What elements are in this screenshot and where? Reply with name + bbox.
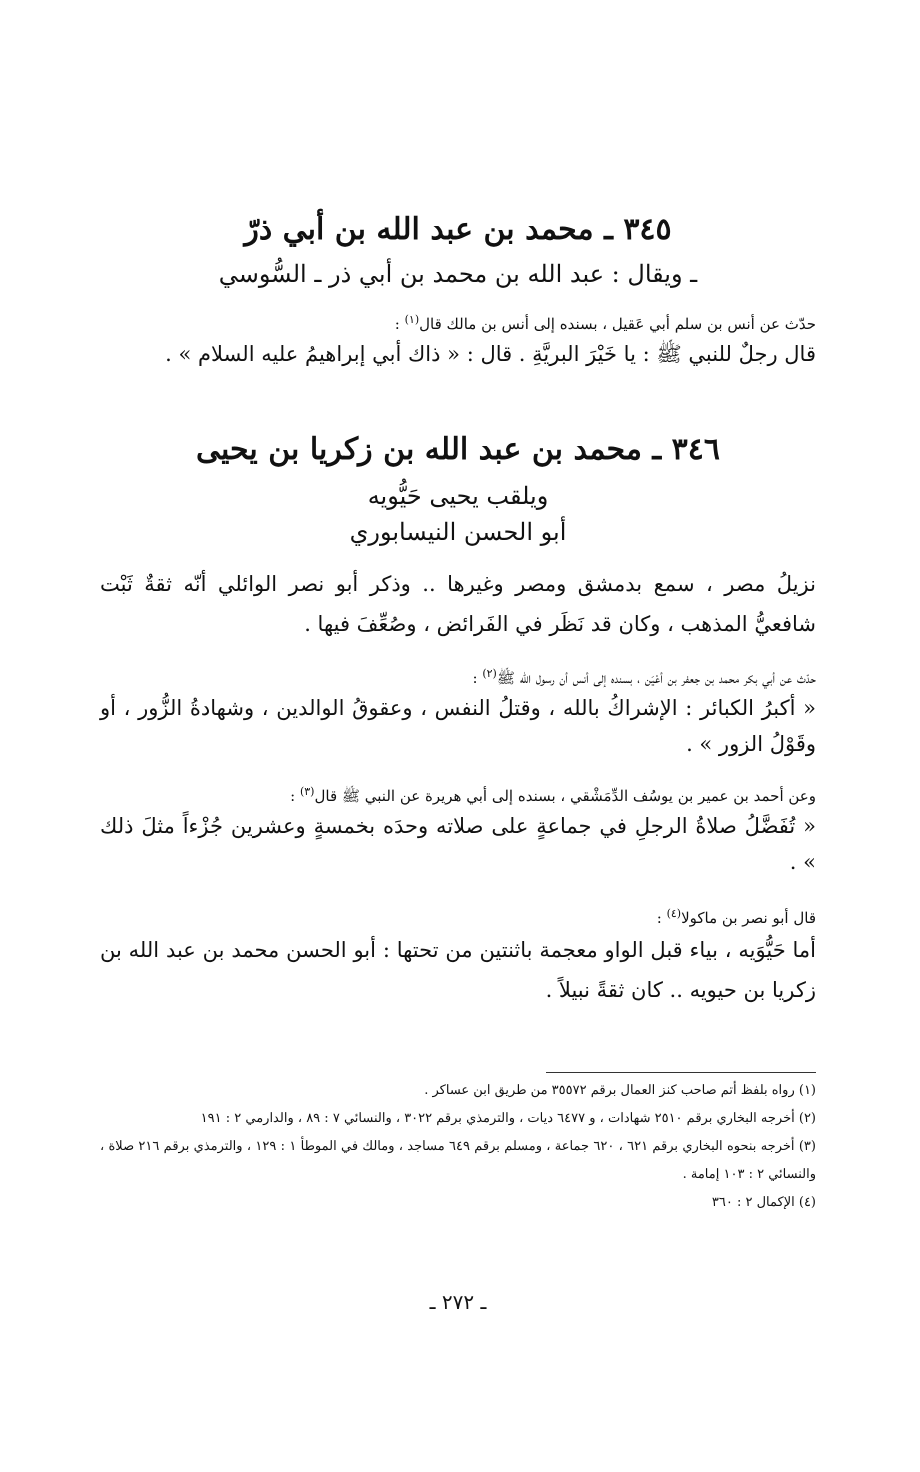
- entry-346-hadith-1-text: « أكبرُ الكبائر : الإشراكُ بالله ، وقتلُ النفس ، وعقوقُ الوالدين ، وشهادةُ الزُّور ، أو وقَوْلُ الزور » .: [100, 696, 816, 756]
- footnote-2: (٢) أخرجه البخاري برقم ٢٥١٠ شهادات ، و ٦٤٧٧ ديات ، والترمذي برقم ٣٠٢٢ ، والنسائي ٧ : ٨٩ ، والدارمي ٢ : ١٩١: [200, 1111, 816, 1126]
- entry-346-hadith-2-text: « تُفَضَّلُ صلاةُ الرجلِ في جماعةٍ على صلاته وحدَه بخمسةٍ وعشرين جُزْءاً مثلَ ذلك » .: [100, 814, 816, 874]
- makula-intro-text: قال أبو نصر بن ماكولا: [681, 909, 816, 927]
- footnotes: [100, 1072, 816, 1217]
- entry-346-hadith-1-intro: [100, 662, 816, 690]
- footnote-ref-1: (١): [404, 313, 420, 326]
- makula-intro-end: :: [656, 909, 667, 927]
- entry-346-subtitle-1: ويلقب يحيى حَيُّويه: [367, 482, 549, 510]
- footnote-divider: [546, 1072, 816, 1073]
- entry-346-makula-intro: [100, 902, 816, 930]
- hadith-intro-text: وعن أحمد بن عمير بن يوسُف الدِّمَشْقي ، بسنده إلى أبي هريرة عن النبي ﷺ قال: [314, 787, 816, 805]
- footnote-ref-3: (٣): [299, 785, 315, 798]
- hadith-intro-text: حدّث عن أبي بكر محمد بن جعفر بن أعْيَن ، بسنده إلى أنس أن رسول الله ﷺ: [496, 669, 816, 687]
- hadith-intro-end: :: [394, 315, 405, 333]
- entry-346-hadith-2-intro: [100, 780, 816, 808]
- hadith-intro-end: :: [472, 669, 483, 687]
- entry-346-title: ٣٤٦ ـ محمد بن عبد الله بن زكريا بن يحيى: [196, 432, 720, 467]
- footnote-ref-2: (٢): [482, 667, 497, 680]
- entry-346-subtitle-2: أبو الحسن النيسابوري: [349, 518, 567, 546]
- entry-345-hadith-text: قال رجلٌ للنبي ﷺ : يا خَيْرَ البريَّةِ . قال : « ذاك أبي إبراهيمُ عليه السلام » .: [165, 342, 816, 366]
- entry-346: [100, 430, 816, 1010]
- page-number: ـ ٢٧٢ ـ: [429, 1290, 487, 1314]
- book-page: [100, 190, 816, 1340]
- entry-345-subtitle: ـ ويقال : عبد الله بن محمد بن أبي ذر ـ السُّوسي: [218, 260, 698, 288]
- entry-346-makula-text: أما حَيُّوَيه ، بياء قبل الواو معجمة باثنتين من تحتها : أبو الحسن محمد بن عبد الله بن زكريا بن حيويه .. كان ثقةً نبيلاً .: [100, 938, 816, 1002]
- footnote-4: (٤) الإكمال ٢ : ٣٦٠: [711, 1195, 816, 1210]
- footnote-1: (١) رواه بلفظ أتم صاحب كنز العمال برقم ٣٥٥٧٢ من طريق ابن عساكر .: [424, 1083, 816, 1098]
- footnote-3: (٣) أخرجه بنحوه البخاري برقم ٦٢١ ، ٦٢٠ جماعة ، ومسلم برقم ٦٤٩ مساجد ، ومالك في الموطأ ١ : ١٢٩ ، والترمذي برقم ٢١٦ صلاة ، والنسائي ٢ : ١٠٣ إمامة .: [100, 1139, 816, 1182]
- entry-346-bio: نزيلُ مصر ، سمع بدمشق ومصر وغيرها .. وذكر أبو نصر الوائلي أنّه ثقةٌ ثَبْت شافعيُّ المذهب ، وكان قد نَظَر في الفَرائض ، وصُعِّفَ فيها .: [100, 572, 816, 636]
- hadith-intro-end: :: [290, 787, 300, 805]
- entry-345-title: ٣٤٥ ـ محمد بن عبد الله بن أبي ذرّ: [244, 212, 672, 247]
- entry-345-hadith-intro: [100, 308, 816, 336]
- entry-345: [100, 210, 816, 372]
- hadith-intro-text: حدّث عن أنس بن سلم أبي عَقيل ، بسنده إلى أنس بن مالك قال: [419, 315, 816, 333]
- footnote-ref-4: (٤): [666, 907, 682, 920]
